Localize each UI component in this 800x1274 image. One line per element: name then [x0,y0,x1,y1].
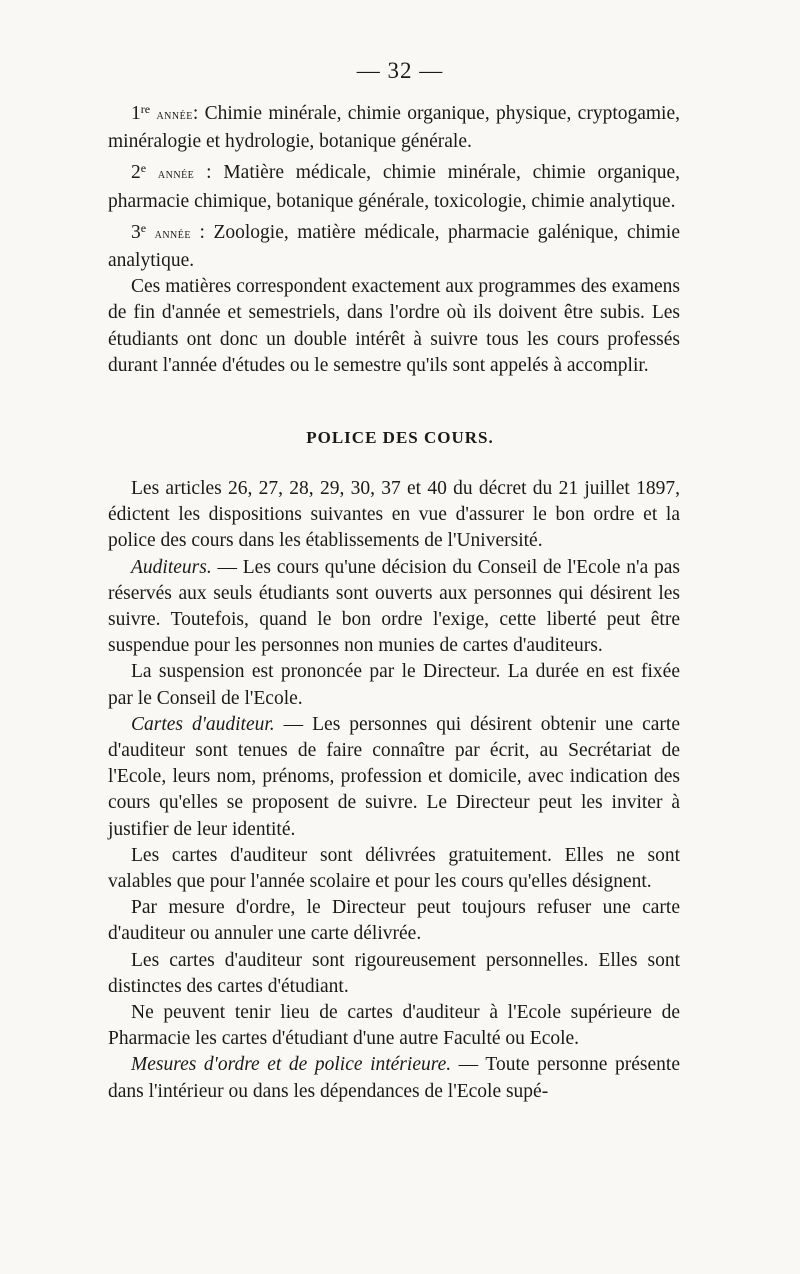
curriculum-block [108,96,680,379]
year-2-number: 2 [131,162,141,184]
autres-facultes-paragraph: Ne peuvent tenir lieu de cartes d'auditeur à l'Ecole supérieure de Pharmacie les cartes d'étudiant d'une autre Faculté ou Ecole. [108,1002,680,1050]
mesures-paragraph [108,1052,680,1104]
year-2-separator: : [194,162,224,184]
year-2-text: Matière médicale, chimie minérale, chimie organique, pharmacie chimique, botanique générale, toxicologie, chimie analytique. [108,162,681,212]
page-number: — 32 — [356,58,444,83]
auditeurs-title: Auditeurs. [131,556,212,578]
year-3-number: 3 [131,221,141,243]
year-3-label: année [154,226,191,242]
year-2-label: année [157,167,195,183]
year-3-text: Zoologie, matière médicale, pharmacie galénique, chimie analytique. [108,221,681,272]
police-des-cours-block [108,476,680,1105]
year-2-paragraph [108,155,680,214]
year-1-text: Chimie minérale, chimie organique, physique, cryptogamie, minéralogie et hydrologie, botanique générale. [108,103,681,153]
auditeurs-text: — Les cours qu'une décision du Conseil de l'Ecole n'a pas réservés aux seuls étudiants sont ouverts aux personnes qui désirent les suivre. Toutefois, quand le bon ordre l'exige, cette liberté peut être suspendue pour les personnes non munies de cartes d'auditeurs. [108,556,680,657]
suspension-paragraph: La suspension est prononcée par le Directeur. La durée en est fixée par le Conseil de l'Ecole. [108,661,680,709]
decree-paragraph: Les articles 26, 27, 28, 29, 30, 37 et 40 du décret du 21 juillet 1897, édictent les dispositions suivantes en vue d'assurer le bon ordre et la police des cours dans les établissements de l'Université. [108,478,680,552]
year-3-paragraph [108,215,680,274]
year-1-separator: : [192,103,205,124]
year-1-superscript: re [140,102,151,116]
cartes-text: — Les personnes qui désirent obtenir une carte d'auditeur sont tenues de faire connaître par écrit, au Secrétariat de l'Ecole, leurs nom, prénoms, profession et domicile, avec indication des cours qu'elles se proposent de suivre. Le Directeur peut les inviter à justifier de leur identité. [108,713,680,840]
year-3-separator: : [191,221,214,243]
cartes-title: Cartes d'auditeur. [131,713,275,735]
gratuite-paragraph: Les cartes d'auditeur sont délivrées gratuitement. Elles ne sont valables que pour l'année scolaire et pour les cours qu'elles désignent. [108,844,680,893]
auditeurs-paragraph [108,555,680,660]
year-1-number: 1 [131,103,141,124]
section-heading: POLICE DES COURS. [306,428,494,447]
refus-paragraph: Par mesure d'ordre, le Directeur peut toujours refuser une carte d'auditeur ou annuler une carte délivrée. [108,897,680,945]
year-1-label: année [156,108,193,123]
intro-paragraph: Ces matières correspondent exactement aux programmes des examens de fin d'année et semestriels, dans l'ordre où ils doivent être subis. Les étudiants ont donc un double intérêt à suivre tous les cours professés durant l'année d'études ou le semestre qu'ils sont appelés à accomplir. [108,276,680,376]
mesures-title: Mesures d'ordre et de police intérieure. [131,1054,452,1076]
year-3-superscript: e [140,220,147,235]
personnelles-paragraph: Les cartes d'auditeur sont rigoureusement personnelles. Elles sont distinctes des cartes d'étudiant. [108,949,680,997]
year-1-paragraph [108,96,680,155]
cartes-paragraph [108,712,680,843]
mesures-text: — Toute personne présente dans l'intérieur ou dans les dépendances de l'Ecole supé- [108,1054,680,1102]
year-2-superscript: e [140,161,147,176]
